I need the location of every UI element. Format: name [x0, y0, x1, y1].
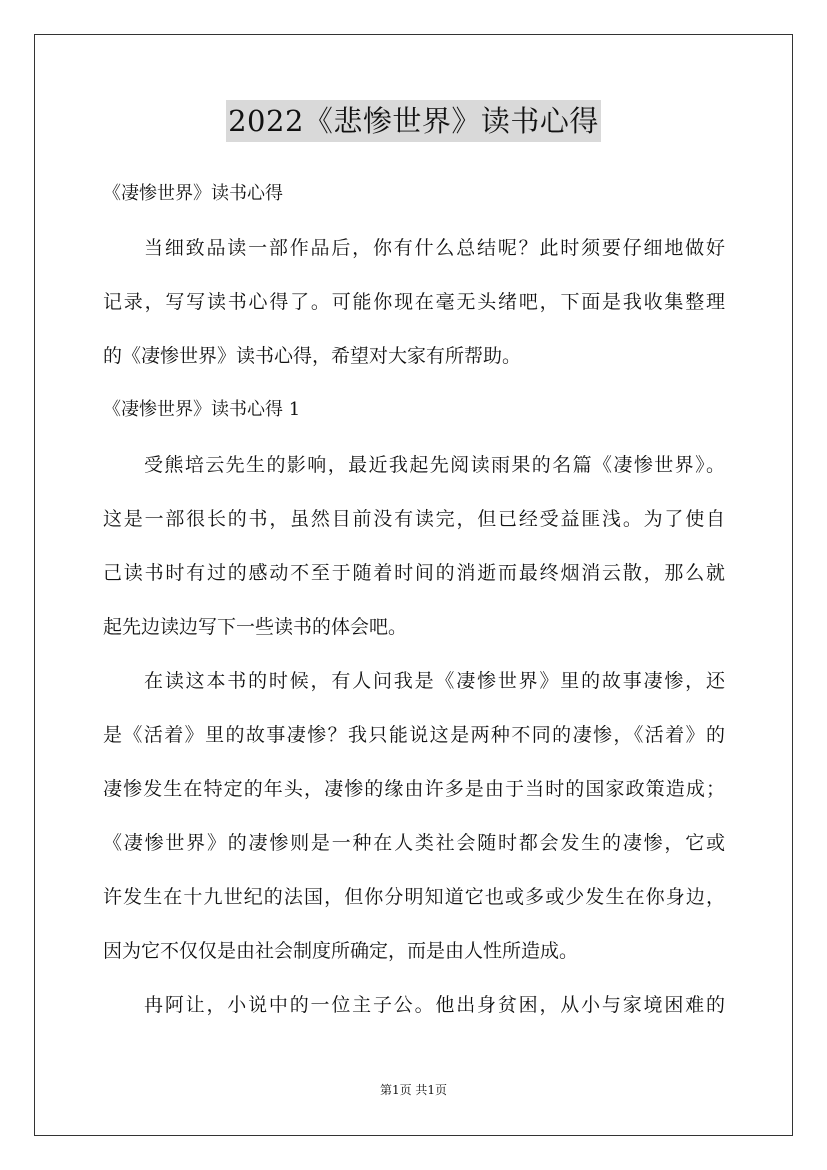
paragraph-line: 在读这本书的时候，有人问我是《凄惨世界》里的故事凄惨，还 [144, 670, 725, 692]
document-title: 2022《悲惨世界》读书心得 [226, 100, 601, 142]
paragraph-line: 己读书时有过的感动不至于随着时间的消逝而最终烟消云散，那么就 [103, 562, 725, 584]
paragraph-line: 因为它不仅仅是由社会制度所确定，而是由人性所造成。 [103, 940, 579, 962]
intro-line: 当细致品读一部作品后，你有什么总结呢？此时须要仔细地做好 [144, 237, 725, 259]
paragraph-line: 受熊培云先生的影响，最近我起先阅读雨果的名篇《凄惨世界》。 [144, 454, 725, 476]
paragraph-line: 许发生在十九世纪的法国，但你分明知道它也或多或少发生在你身边， [103, 886, 725, 908]
paragraph-line: 凄惨发生在特定的年头，凄惨的缘由许多是由于当时的国家政策造成； [103, 778, 725, 800]
paragraph-line: 这是一部很长的书，虽然目前没有读完，但已经受益匪浅。为了使自 [103, 508, 725, 530]
title-wrapper [0, 100, 827, 142]
page-footer: 第1页 共1页 [379, 1083, 448, 1097]
paragraph-line: 冉阿让，小说中的一位主子公。他出身贫困，从小与家境困难的 [144, 994, 725, 1016]
paragraph-line: 起先边读边写下一些读书的体会吧。 [103, 616, 408, 638]
paragraph-line: 《凄惨世界》的凄惨则是一种在人类社会随时都会发生的凄惨，它或 [103, 832, 725, 854]
document-subtitle: 《凄惨世界》读书心得 [103, 183, 283, 204]
paragraph-line: 是《活着》里的故事凄惨？我只能说这是两种不同的凄惨，《活着》的 [103, 724, 725, 746]
section-heading: 《凄惨世界》读书心得 1 [103, 399, 301, 420]
intro-line: 的《凄惨世界》读书心得，希望对大家有所帮助。 [103, 345, 522, 367]
intro-line: 记录，写写读书心得了。可能你现在毫无头绪吧，下面是我收集整理 [103, 291, 725, 313]
